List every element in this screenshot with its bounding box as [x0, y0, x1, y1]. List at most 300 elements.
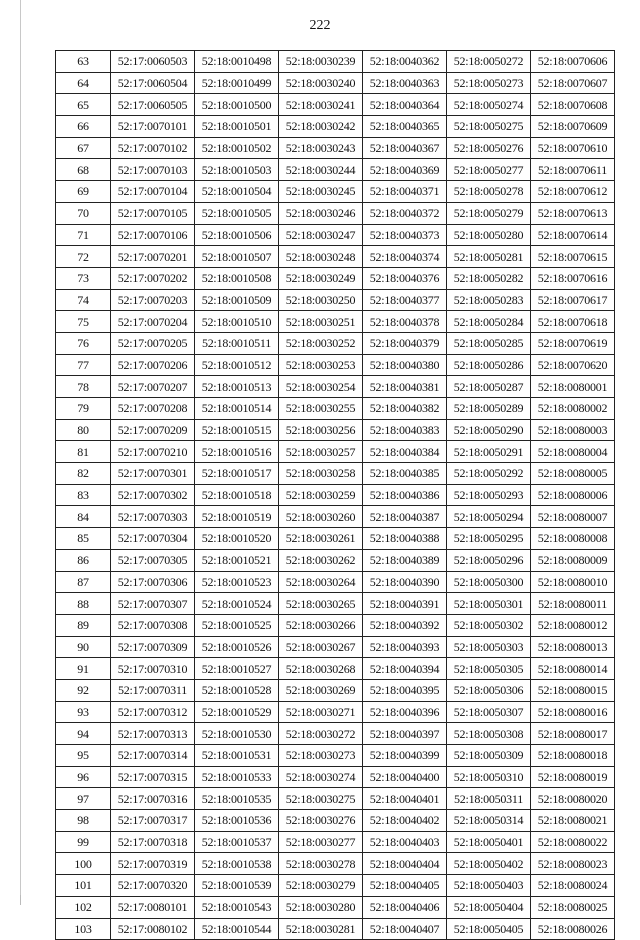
table-row	[56, 51, 615, 73]
cadastral-code-cell: 52:18:0040380	[363, 354, 447, 376]
cadastral-code-cell: 52:18:0050303	[447, 636, 531, 658]
cadastral-code-cell: 52:18:0010525	[195, 614, 279, 636]
table-row	[56, 701, 615, 723]
cadastral-code-cell: 52:18:0070614	[531, 224, 615, 246]
cadastral-code-cell: 52:18:0010533	[195, 766, 279, 788]
table-row	[56, 528, 615, 550]
cadastral-code-cell: 52:18:0080026	[531, 918, 615, 940]
row-number-cell: 87	[56, 571, 111, 593]
cadastral-code-cell: 52:18:0030272	[279, 723, 363, 745]
cadastral-code-cell: 52:17:0070209	[111, 419, 195, 441]
row-number-cell: 80	[56, 419, 111, 441]
cadastral-code-cell: 52:17:0070204	[111, 311, 195, 333]
row-number-cell: 91	[56, 658, 111, 680]
table-row	[56, 875, 615, 897]
cadastral-code-cell: 52:18:0040389	[363, 549, 447, 571]
cadastral-code-cell: 52:18:0030275	[279, 788, 363, 810]
cadastral-code-cell: 52:18:0050282	[447, 267, 531, 289]
cadastral-code-cell: 52:18:0010530	[195, 723, 279, 745]
cadastral-code-cell: 52:18:0050401	[447, 831, 531, 853]
cadastral-code-cell: 52:18:0050302	[447, 614, 531, 636]
cadastral-code-cell: 52:17:0070104	[111, 181, 195, 203]
cadastral-code-cell: 52:18:0030258	[279, 463, 363, 485]
table-row	[56, 224, 615, 246]
cadastral-code-cell: 52:17:0070314	[111, 745, 195, 767]
cadastral-code-cell: 52:18:0010502	[195, 137, 279, 159]
cadastral-code-cell: 52:18:0030277	[279, 831, 363, 853]
cadastral-code-cell: 52:18:0030255	[279, 398, 363, 420]
cadastral-code-cell: 52:18:0080007	[531, 506, 615, 528]
cadastral-code-cell: 52:18:0080018	[531, 745, 615, 767]
table-row	[56, 766, 615, 788]
scan-edge-line	[20, 0, 21, 905]
cadastral-code-cell: 52:18:0010536	[195, 810, 279, 832]
cadastral-code-cell: 52:18:0040374	[363, 246, 447, 268]
cadastral-code-cell: 52:18:0040365	[363, 116, 447, 138]
cadastral-code-cell: 52:18:0080025	[531, 896, 615, 918]
table-row	[56, 267, 615, 289]
cadastral-code-cell: 52:17:0070309	[111, 636, 195, 658]
row-number-cell: 92	[56, 679, 111, 701]
cadastral-code-cell: 52:18:0010528	[195, 679, 279, 701]
cadastral-code-cell: 52:18:0010518	[195, 484, 279, 506]
cadastral-code-cell: 52:17:0070316	[111, 788, 195, 810]
cadastral-code-cell: 52:18:0070617	[531, 289, 615, 311]
cadastral-code-cell: 52:18:0030249	[279, 267, 363, 289]
cadastral-code-cell: 52:18:0010543	[195, 896, 279, 918]
cadastral-code-cell: 52:18:0050275	[447, 116, 531, 138]
cadastral-code-cell: 52:18:0030252	[279, 332, 363, 354]
cadastral-code-cell: 52:18:0050296	[447, 549, 531, 571]
cadastral-code-cell: 52:18:0080003	[531, 419, 615, 441]
cadastral-code-cell: 52:17:0070319	[111, 853, 195, 875]
cadastral-code-cell: 52:18:0070613	[531, 202, 615, 224]
cadastral-code-cell: 52:18:0050311	[447, 788, 531, 810]
cadastral-code-cell: 52:17:0070304	[111, 528, 195, 550]
cadastral-code-cell: 52:18:0050308	[447, 723, 531, 745]
table-row	[56, 831, 615, 853]
cadastral-code-cell: 52:18:0010505	[195, 202, 279, 224]
scan-edge-mark	[20, 895, 21, 905]
row-number-cell: 76	[56, 332, 111, 354]
cadastral-code-cell: 52:18:0080023	[531, 853, 615, 875]
cadastral-code-cell: 52:18:0050295	[447, 528, 531, 550]
cadastral-code-cell: 52:18:0040393	[363, 636, 447, 658]
cadastral-code-cell: 52:18:0040362	[363, 51, 447, 73]
cadastral-code-cell: 52:18:0040394	[363, 658, 447, 680]
page-number: 222	[309, 18, 331, 33]
cadastral-code-cell: 52:18:0050283	[447, 289, 531, 311]
cadastral-code-cell: 52:18:0070616	[531, 267, 615, 289]
cadastral-code-cell: 52:17:0070315	[111, 766, 195, 788]
cadastral-code-cell: 52:18:0030247	[279, 224, 363, 246]
cadastral-code-cell: 52:18:0040399	[363, 745, 447, 767]
row-number-cell: 89	[56, 614, 111, 636]
cadastral-code-cell: 52:18:0050279	[447, 202, 531, 224]
cadastral-code-cell: 52:18:0010523	[195, 571, 279, 593]
cadastral-code-cell: 52:18:0080022	[531, 831, 615, 853]
cadastral-code-cell: 52:18:0040401	[363, 788, 447, 810]
table-row	[56, 398, 615, 420]
cadastral-code-cell: 52:18:0040372	[363, 202, 447, 224]
cadastral-code-cell: 52:17:0070306	[111, 571, 195, 593]
cadastral-code-cell: 52:18:0080017	[531, 723, 615, 745]
cadastral-code-cell: 52:18:0080021	[531, 810, 615, 832]
cadastral-code-cell: 52:18:0050291	[447, 441, 531, 463]
cadastral-code-cell: 52:18:0030268	[279, 658, 363, 680]
table-row	[56, 484, 615, 506]
row-number-cell: 98	[56, 810, 111, 832]
cadastral-code-cell: 52:18:0030269	[279, 679, 363, 701]
table-row	[56, 441, 615, 463]
cadastral-code-cell: 52:18:0010509	[195, 289, 279, 311]
cadastral-code-cell: 52:18:0030256	[279, 419, 363, 441]
row-number-cell: 94	[56, 723, 111, 745]
table-row	[56, 810, 615, 832]
cadastral-code-cell: 52:18:0070620	[531, 354, 615, 376]
cadastral-code-cell: 52:18:0040392	[363, 614, 447, 636]
cadastral-code-cell: 52:18:0010527	[195, 658, 279, 680]
cadastral-code-cell: 52:18:0050306	[447, 679, 531, 701]
cadastral-code-cell: 52:18:0030251	[279, 311, 363, 333]
cadastral-code-cell: 52:18:0030246	[279, 202, 363, 224]
cadastral-code-cell: 52:18:0040367	[363, 137, 447, 159]
cadastral-number-table	[55, 50, 615, 940]
row-number-cell: 85	[56, 528, 111, 550]
cadastral-code-cell: 52:18:0010521	[195, 549, 279, 571]
cadastral-code-cell: 52:18:0040404	[363, 853, 447, 875]
table-body	[56, 51, 615, 940]
row-number-cell: 69	[56, 181, 111, 203]
cadastral-code-cell: 52:18:0040395	[363, 679, 447, 701]
cadastral-code-cell: 52:17:0070310	[111, 658, 195, 680]
table-row	[56, 896, 615, 918]
cadastral-code-cell: 52:18:0030265	[279, 593, 363, 615]
cadastral-code-cell: 52:18:0030264	[279, 571, 363, 593]
cadastral-code-cell: 52:18:0050289	[447, 398, 531, 420]
cadastral-code-cell: 52:18:0050292	[447, 463, 531, 485]
cadastral-code-cell: 52:18:0050404	[447, 896, 531, 918]
cadastral-code-cell: 52:18:0010513	[195, 376, 279, 398]
row-number-cell: 78	[56, 376, 111, 398]
table-row	[56, 419, 615, 441]
cadastral-code-cell: 52:18:0050273	[447, 72, 531, 94]
cadastral-code-cell: 52:18:0030281	[279, 918, 363, 940]
row-number-cell: 67	[56, 137, 111, 159]
table-row	[56, 289, 615, 311]
cadastral-code-cell: 52:17:0070313	[111, 723, 195, 745]
cadastral-code-cell: 52:17:0070208	[111, 398, 195, 420]
row-number-cell: 103	[56, 918, 111, 940]
cadastral-code-cell: 52:18:0030261	[279, 528, 363, 550]
cadastral-code-cell: 52:17:0070205	[111, 332, 195, 354]
cadastral-code-cell: 52:17:0070303	[111, 506, 195, 528]
cadastral-code-cell: 52:18:0010516	[195, 441, 279, 463]
table-row	[56, 506, 615, 528]
cadastral-code-cell: 52:17:0070202	[111, 267, 195, 289]
cadastral-code-cell: 52:18:0070610	[531, 137, 615, 159]
cadastral-code-cell: 52:18:0040364	[363, 94, 447, 116]
cadastral-code-cell: 52:18:0050285	[447, 332, 531, 354]
cadastral-code-cell: 52:18:0050280	[447, 224, 531, 246]
cadastral-code-cell: 52:18:0040383	[363, 419, 447, 441]
cadastral-code-cell: 52:18:0080015	[531, 679, 615, 701]
cadastral-code-cell: 52:18:0040400	[363, 766, 447, 788]
cadastral-code-cell: 52:17:0060503	[111, 51, 195, 73]
cadastral-code-cell: 52:18:0050274	[447, 94, 531, 116]
table-row	[56, 614, 615, 636]
cadastral-code-cell: 52:18:0040377	[363, 289, 447, 311]
cadastral-code-cell: 52:18:0010517	[195, 463, 279, 485]
cadastral-code-cell: 52:18:0080012	[531, 614, 615, 636]
cadastral-code-cell: 52:18:0070612	[531, 181, 615, 203]
cadastral-code-cell: 52:18:0040379	[363, 332, 447, 354]
row-number-cell: 93	[56, 701, 111, 723]
cadastral-code-cell: 52:18:0010511	[195, 332, 279, 354]
cadastral-code-cell: 52:18:0050294	[447, 506, 531, 528]
cadastral-code-cell: 52:18:0050290	[447, 419, 531, 441]
table-row	[56, 593, 615, 615]
cadastral-code-cell: 52:18:0030243	[279, 137, 363, 159]
cadastral-code-cell: 52:17:0070308	[111, 614, 195, 636]
cadastral-code-cell: 52:18:0050286	[447, 354, 531, 376]
cadastral-code-cell: 52:18:0030279	[279, 875, 363, 897]
table-row	[56, 246, 615, 268]
cadastral-code-cell: 52:18:0030253	[279, 354, 363, 376]
cadastral-code-cell: 52:18:0070606	[531, 51, 615, 73]
cadastral-code-cell: 52:18:0010503	[195, 159, 279, 181]
cadastral-code-cell: 52:18:0040386	[363, 484, 447, 506]
cadastral-code-cell: 52:18:0030241	[279, 94, 363, 116]
cadastral-code-cell: 52:17:0070318	[111, 831, 195, 853]
cadastral-code-cell: 52:18:0010544	[195, 918, 279, 940]
cadastral-code-cell: 52:18:0010514	[195, 398, 279, 420]
row-number-cell: 95	[56, 745, 111, 767]
cadastral-code-cell: 52:18:0050278	[447, 181, 531, 203]
cadastral-code-cell: 52:18:0030274	[279, 766, 363, 788]
row-number-cell: 82	[56, 463, 111, 485]
table-row	[56, 137, 615, 159]
row-number-cell: 101	[56, 875, 111, 897]
cadastral-code-cell: 52:18:0080014	[531, 658, 615, 680]
cadastral-code-cell: 52:18:0050405	[447, 918, 531, 940]
cadastral-code-cell: 52:18:0010508	[195, 267, 279, 289]
cadastral-code-cell: 52:18:0040385	[363, 463, 447, 485]
row-number-cell: 79	[56, 398, 111, 420]
cadastral-code-cell: 52:18:0080019	[531, 766, 615, 788]
cadastral-code-cell: 52:17:0070311	[111, 679, 195, 701]
cadastral-code-cell: 52:18:0080005	[531, 463, 615, 485]
table-row	[56, 658, 615, 680]
cadastral-code-cell: 52:18:0040378	[363, 311, 447, 333]
cadastral-code-cell: 52:17:0070102	[111, 137, 195, 159]
row-number-cell: 97	[56, 788, 111, 810]
cadastral-code-cell: 52:18:0070609	[531, 116, 615, 138]
cadastral-code-cell: 52:18:0040405	[363, 875, 447, 897]
cadastral-code-cell: 52:18:0030257	[279, 441, 363, 463]
cadastral-code-cell: 52:18:0030244	[279, 159, 363, 181]
cadastral-code-cell: 52:18:0070608	[531, 94, 615, 116]
cadastral-code-cell: 52:17:0080102	[111, 918, 195, 940]
cadastral-code-cell: 52:18:0030260	[279, 506, 363, 528]
table-row	[56, 354, 615, 376]
cadastral-code-cell: 52:18:0040381	[363, 376, 447, 398]
cadastral-code-cell: 52:18:0030280	[279, 896, 363, 918]
cadastral-code-cell: 52:18:0030239	[279, 51, 363, 73]
cadastral-code-cell: 52:18:0040390	[363, 571, 447, 593]
cadastral-code-cell: 52:18:0080016	[531, 701, 615, 723]
row-number-cell: 72	[56, 246, 111, 268]
cadastral-code-cell: 52:18:0080024	[531, 875, 615, 897]
cadastral-code-cell: 52:18:0010524	[195, 593, 279, 615]
table-row	[56, 723, 615, 745]
cadastral-code-cell: 52:18:0030267	[279, 636, 363, 658]
cadastral-code-cell: 52:18:0050305	[447, 658, 531, 680]
cadastral-code-cell: 52:18:0080002	[531, 398, 615, 420]
cadastral-code-cell: 52:18:0040402	[363, 810, 447, 832]
row-number-cell: 102	[56, 896, 111, 918]
cadastral-code-cell: 52:18:0050287	[447, 376, 531, 398]
cadastral-code-cell: 52:17:0070210	[111, 441, 195, 463]
cadastral-code-cell: 52:18:0040363	[363, 72, 447, 94]
cadastral-code-cell: 52:18:0010537	[195, 831, 279, 853]
cadastral-code-cell: 52:18:0010535	[195, 788, 279, 810]
cadastral-code-cell: 52:17:0070201	[111, 246, 195, 268]
cadastral-code-cell: 52:17:0070320	[111, 875, 195, 897]
cadastral-code-cell: 52:18:0050310	[447, 766, 531, 788]
table-row	[56, 853, 615, 875]
cadastral-code-cell: 52:17:0070301	[111, 463, 195, 485]
cadastral-code-cell: 52:18:0070611	[531, 159, 615, 181]
row-number-cell: 77	[56, 354, 111, 376]
cadastral-code-cell: 52:18:0010538	[195, 853, 279, 875]
cadastral-code-cell: 52:18:0040407	[363, 918, 447, 940]
cadastral-code-cell: 52:18:0010504	[195, 181, 279, 203]
cadastral-code-cell: 52:18:0030250	[279, 289, 363, 311]
table-row	[56, 159, 615, 181]
table-row	[56, 636, 615, 658]
cadastral-code-cell: 52:17:0070101	[111, 116, 195, 138]
cadastral-code-cell: 52:17:0070317	[111, 810, 195, 832]
cadastral-code-cell: 52:18:0010499	[195, 72, 279, 94]
cadastral-code-cell: 52:18:0030259	[279, 484, 363, 506]
cadastral-code-cell: 52:18:0050309	[447, 745, 531, 767]
cadastral-code-cell: 52:18:0010510	[195, 311, 279, 333]
cadastral-code-cell: 52:18:0080004	[531, 441, 615, 463]
cadastral-code-cell: 52:17:0070106	[111, 224, 195, 246]
cadastral-code-cell: 52:18:0030276	[279, 810, 363, 832]
cadastral-code-cell: 52:18:0080020	[531, 788, 615, 810]
row-number-cell: 81	[56, 441, 111, 463]
table-row	[56, 72, 615, 94]
cadastral-code-cell: 52:18:0050272	[447, 51, 531, 73]
row-number-cell: 74	[56, 289, 111, 311]
row-number-cell: 63	[56, 51, 111, 73]
table-row	[56, 311, 615, 333]
cadastral-code-cell: 52:18:0040397	[363, 723, 447, 745]
cadastral-code-cell: 52:18:0010520	[195, 528, 279, 550]
cadastral-code-cell: 52:18:0050402	[447, 853, 531, 875]
cadastral-code-cell: 52:18:0030245	[279, 181, 363, 203]
cadastral-code-cell: 52:18:0040371	[363, 181, 447, 203]
row-number-cell: 73	[56, 267, 111, 289]
table-row	[56, 549, 615, 571]
cadastral-code-cell: 52:18:0050276	[447, 137, 531, 159]
row-number-cell: 71	[56, 224, 111, 246]
cadastral-code-cell: 52:18:0010531	[195, 745, 279, 767]
row-number-cell: 64	[56, 72, 111, 94]
cadastral-code-cell: 52:18:0040396	[363, 701, 447, 723]
cadastral-code-cell: 52:17:0070207	[111, 376, 195, 398]
row-number-cell: 68	[56, 159, 111, 181]
table-row	[56, 745, 615, 767]
cadastral-code-cell: 52:17:0070105	[111, 202, 195, 224]
table-row	[56, 94, 615, 116]
cadastral-code-cell: 52:18:0080011	[531, 593, 615, 615]
cadastral-code-cell: 52:17:0070302	[111, 484, 195, 506]
cadastral-code-cell: 52:18:0010539	[195, 875, 279, 897]
cadastral-code-cell: 52:18:0030242	[279, 116, 363, 138]
cadastral-code-cell: 52:17:0060505	[111, 94, 195, 116]
row-number-cell: 65	[56, 94, 111, 116]
cadastral-code-cell: 52:18:0030271	[279, 701, 363, 723]
cadastral-code-cell: 52:18:0050301	[447, 593, 531, 615]
cadastral-code-cell: 52:18:0040376	[363, 267, 447, 289]
table-row	[56, 376, 615, 398]
row-number-cell: 88	[56, 593, 111, 615]
row-number-cell: 99	[56, 831, 111, 853]
cadastral-code-cell: 52:18:0080009	[531, 549, 615, 571]
cadastral-code-cell: 52:18:0050284	[447, 311, 531, 333]
cadastral-code-cell: 52:18:0080006	[531, 484, 615, 506]
cadastral-code-cell: 52:18:0040382	[363, 398, 447, 420]
cadastral-code-cell: 52:18:0070607	[531, 72, 615, 94]
row-number-cell: 84	[56, 506, 111, 528]
cadastral-code-cell: 52:18:0040373	[363, 224, 447, 246]
cadastral-code-cell: 52:18:0040403	[363, 831, 447, 853]
cadastral-code-cell: 52:18:0010498	[195, 51, 279, 73]
cadastral-code-cell: 52:18:0070619	[531, 332, 615, 354]
cadastral-code-cell: 52:18:0040406	[363, 896, 447, 918]
cadastral-code-cell: 52:18:0080013	[531, 636, 615, 658]
cadastral-code-cell: 52:18:0010506	[195, 224, 279, 246]
cadastral-code-cell: 52:18:0080008	[531, 528, 615, 550]
table-row	[56, 332, 615, 354]
table-row	[56, 918, 615, 940]
cadastral-code-cell: 52:18:0040369	[363, 159, 447, 181]
row-number-cell: 86	[56, 549, 111, 571]
cadastral-code-cell: 52:17:0070203	[111, 289, 195, 311]
cadastral-code-cell: 52:18:0030240	[279, 72, 363, 94]
table-row	[56, 679, 615, 701]
cadastral-code-cell: 52:18:0010526	[195, 636, 279, 658]
row-number-cell: 66	[56, 116, 111, 138]
cadastral-code-cell: 52:18:0040391	[363, 593, 447, 615]
cadastral-code-cell: 52:18:0050314	[447, 810, 531, 832]
cadastral-code-cell: 52:17:0060504	[111, 72, 195, 94]
cadastral-code-cell: 52:18:0010512	[195, 354, 279, 376]
cadastral-code-cell: 52:18:0050277	[447, 159, 531, 181]
cadastral-code-cell: 52:18:0010529	[195, 701, 279, 723]
row-number-cell: 83	[56, 484, 111, 506]
cadastral-code-cell: 52:18:0010515	[195, 419, 279, 441]
cadastral-code-cell: 52:18:0050300	[447, 571, 531, 593]
table-row	[56, 571, 615, 593]
cadastral-code-cell: 52:18:0010501	[195, 116, 279, 138]
cadastral-code-cell: 52:17:0070305	[111, 549, 195, 571]
cadastral-code-cell: 52:18:0010507	[195, 246, 279, 268]
cadastral-code-cell: 52:18:0030248	[279, 246, 363, 268]
